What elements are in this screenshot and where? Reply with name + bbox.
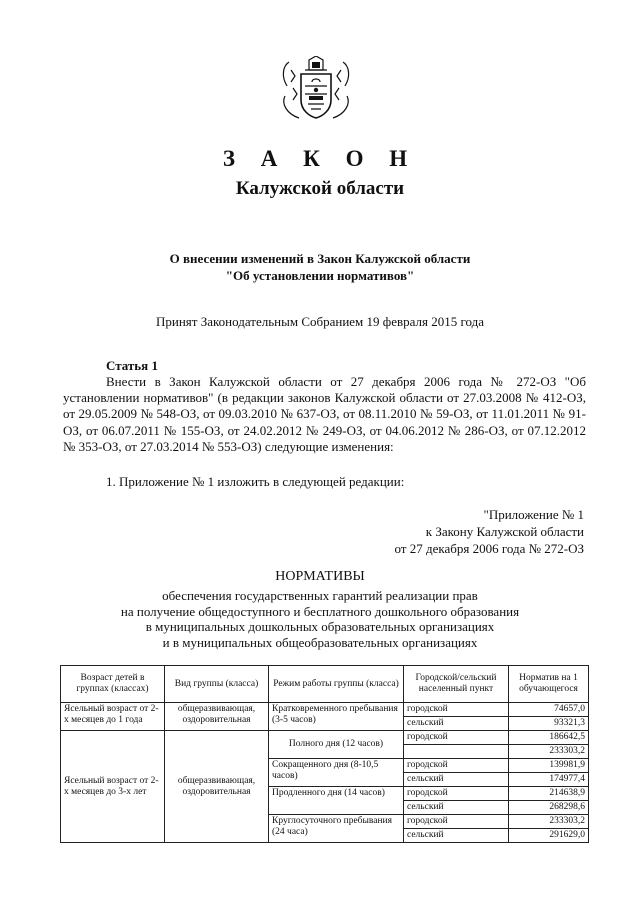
value-cell: 139981,9 <box>509 759 589 773</box>
age-cell: Ясельный возраст от 2-х месяцев до 3-х лет <box>61 731 165 843</box>
appendix-line2: к Закону Калужской области <box>425 524 584 539</box>
locality-cell: сельский <box>404 717 509 731</box>
group-kind-cell: общеразвивающая, оздоровительная <box>165 703 269 731</box>
document-subtitle: Калужской области <box>235 178 405 199</box>
value-cell: 174977,4 <box>509 773 589 787</box>
coat-of-arms-icon <box>279 56 353 122</box>
article-title: Статья 1 <box>106 358 158 373</box>
locality-cell: городской <box>404 787 509 801</box>
locality-cell: городской <box>404 815 509 829</box>
appendix-reference <box>394 506 584 557</box>
locality-cell <box>404 745 509 759</box>
article-item: 1. Приложение № 1 изложить в следующей редакции: <box>106 474 405 489</box>
mode-cell: Сокращенного дня (8-10,5 часов) <box>269 759 404 787</box>
value-cell: 233303,2 <box>509 745 589 759</box>
adoption-note: Принят Законодательным Собранием 19 февраля 2015 года <box>156 314 484 329</box>
locality-cell: городской <box>404 759 509 773</box>
value-cell: 291629,0 <box>509 829 589 843</box>
group-kind-cell: общеразвивающая, оздоровительная <box>165 731 269 843</box>
norms-line3: в муниципальных дошкольных образовательных организациях <box>145 619 495 635</box>
locality-cell: сельский <box>404 829 509 843</box>
age-cell: Ясельный возраст от 2-х месяцев до 1 года <box>61 703 165 731</box>
appendix-line1: "Приложение № 1 <box>483 507 584 522</box>
locality-cell: городской <box>404 731 509 745</box>
table-row <box>61 703 589 717</box>
value-cell: 93321,3 <box>509 717 589 731</box>
table-header: Возраст детей в группах (классах) <box>61 666 165 703</box>
locality-cell: городской <box>404 703 509 717</box>
locality-cell: сельский <box>404 773 509 787</box>
law-heading-line2: "Об установлении нормативов" <box>225 268 415 283</box>
mode-cell: Полного дня (12 часов) <box>269 731 404 759</box>
value-cell: 186642,5 <box>509 731 589 745</box>
article-text: Внести в Закон Калужской области от 27 декабря 2006 года № 272-ОЗ "Об установлении нормативов" (в редакции законов Калужской области от 27.03.2008 № 412-ОЗ, от 29.05.2009 № 548-ОЗ, от 09.03.2010 № 637-ОЗ, от 08.11.2010 № 59-ОЗ, от 11.01.2011 № 91-ОЗ, от 06.07.2011 № 155-ОЗ, от 24.02.2012 № 249-ОЗ, от 04.06.2012 № 286-ОЗ, от 07.12.2012 № 353-ОЗ, от 27.03.2014 № 553-ОЗ) следующие изменения: <box>63 374 586 454</box>
table-header-row <box>61 666 589 703</box>
document-title: З А К О Н <box>222 146 418 171</box>
mode-cell: Продленного дня (14 часов) <box>269 787 404 815</box>
value-cell: 214638,9 <box>509 787 589 801</box>
appendix-line3: от 27 декабря 2006 года № 272-ОЗ <box>394 541 584 556</box>
table-row <box>61 731 589 745</box>
norms-line4: и в муниципальных общеобразовательных организациях <box>162 634 478 650</box>
locality-cell: сельский <box>404 801 509 815</box>
mode-cell: Круглосуточного пребывания (24 часа) <box>269 815 404 843</box>
law-heading-line1: О внесении изменений в Закон Калужской области <box>169 251 471 266</box>
norms-table <box>60 665 589 843</box>
value-cell: 74657,0 <box>509 703 589 717</box>
norms-subtitle <box>0 588 640 650</box>
table-header: Норматив на 1 обучающегося <box>509 666 589 703</box>
norms-title: НОРМАТИВЫ <box>275 569 365 584</box>
law-heading <box>0 250 640 284</box>
value-cell: 233303,2 <box>509 815 589 829</box>
table-header: Вид группы (класса) <box>165 666 269 703</box>
table-header: Городской/сельский населенный пункт <box>404 666 509 703</box>
value-cell: 268298,6 <box>509 801 589 815</box>
norms-line1: обеспечения государственных гарантий реализации прав <box>162 588 478 603</box>
mode-cell: Кратковременного пребывания (3-5 часов) <box>269 703 404 731</box>
norms-line2: на получение общедоступного и бесплатного дошкольного образования <box>120 603 520 619</box>
table-header: Режим работы группы (класса) <box>269 666 404 703</box>
